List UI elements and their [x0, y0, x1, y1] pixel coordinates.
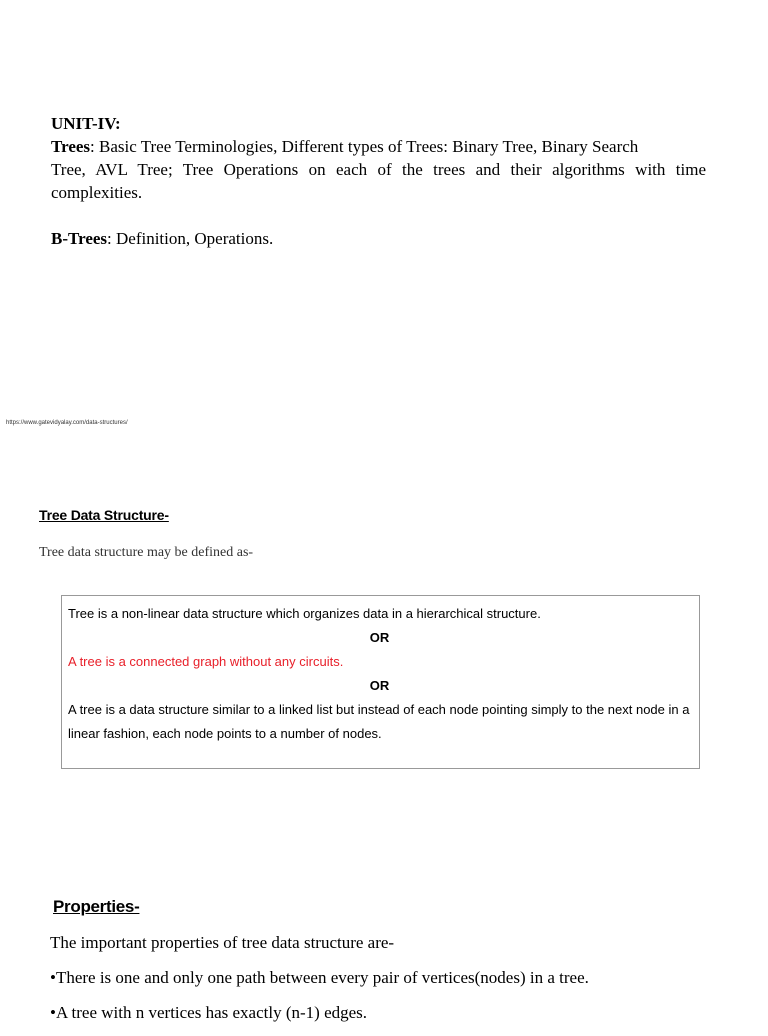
property-item: •There is one and only one path between every pair of vertices(nodes) in a tree. — [50, 968, 589, 987]
properties-list — [50, 931, 730, 1036]
property-item: •A tree with n vertices has exactly (n-1) edges. — [50, 1003, 368, 1022]
or-separator-1: OR — [369, 630, 390, 645]
definition-box — [61, 595, 700, 769]
unit-syllabus — [51, 112, 706, 250]
or-separator-2: OR — [369, 678, 390, 693]
definition-2: A tree is a connected graph without any circuits. — [68, 654, 344, 669]
btrees-topic — [51, 227, 706, 250]
trees-term: Trees — [51, 137, 91, 156]
definition-1: Tree is a non-linear data structure which organizes data in a hierarchical structure. — [68, 606, 541, 621]
tree-section-intro: Tree data structure may be defined as- — [39, 545, 254, 560]
definition-3: A tree is a data structure similar to a linked list but instead of each node pointing simply to the next node in a linear fashion, each node points to a number of nodes. — [68, 702, 690, 741]
source-url: https://www.gatevidyalay.com/data-structures/ — [6, 420, 128, 426]
properties-title: Properties- — [53, 897, 140, 916]
unit-heading: UNIT-IV: — [51, 114, 121, 133]
tree-section-title: Tree Data Structure- — [39, 507, 169, 523]
btrees-term: B-Trees — [51, 229, 108, 248]
btrees-text: : Definition, Operations. — [107, 229, 274, 248]
trees-text-line2: Tree, AVL Tree; Tree Operations on each of the trees and their algorithms with time complexities. — [51, 160, 706, 202]
properties-intro: The important properties of tree data structure are- — [50, 933, 395, 952]
trees-text-line1: : Basic Tree Terminologies, Different types of Trees: Binary Tree, Binary Search — [90, 137, 639, 156]
trees-topic — [51, 135, 706, 158]
